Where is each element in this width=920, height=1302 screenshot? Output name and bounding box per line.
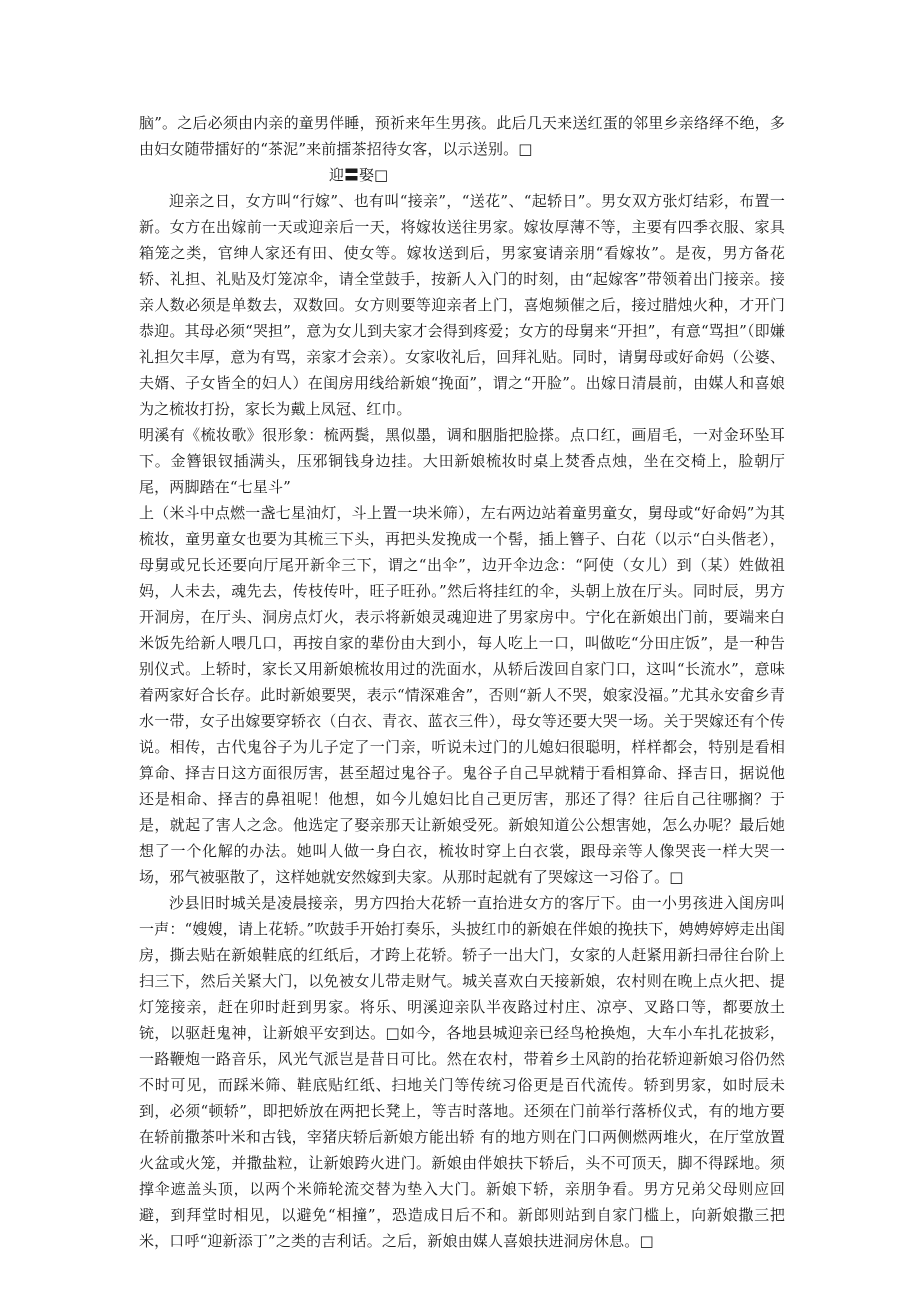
paragraph-5: 沙县旧时城关是凌晨接亲，男方四抬大花轿一直抬进女方的客厅下。由一小男孩进入闺房叫一声：“嫂嫂，请上花轿。”吹鼓手开始打奏乐，头披红巾的新娘在伴娘的挽扶下，娉娉婷婷走出闺房，撕去贴在新娘鞋底的红纸后，才跨上花轿。轿子一出大门，女家的人赶紧用新扫帚往台阶上扫三下，然后关紧大门，以免被女儿带走财气。城关喜欢白天接新娘，农村则在晚上点火把、提灯笼接亲，赶在卯时赶到男家。将乐、明溪迎亲队半夜路过村庄、凉亭、叉路口等，都要放土铳，以驱赶鬼神，让新娘平安到达。□如今，各地县城迎亲已经鸟枪换炮，大车小车扎花披彩，一路鞭炮一路音乐，风光气派岂是昔日可比。然在农村，带着乡土风韵的抬花轿迎新娘习俗仍然不时可见，而踩米筛、鞋底贴红纸、扫地关门等传统习俗更是百代流传。轿到男家，如时辰未到，必须“顿轿”，即把娇放在两把长凳上，等吉时落地。还须在门前举行落桥仪式，有的地方要在轿前撒茶叶米和古钱，宰猪庆轿后新娘方能出轿 有的地方则在门口两侧燃两堆火，在厅堂放置火盆或火笼，并撒盐粒，让新娘跨火进门。新娘由伴娘扶下轿后，头不可顶天，脚不得踩地。须撑伞遮盖头顶，以两个米筛轮流交替为垫入大门。新娘下轿，亲朋争看。男方兄弟父母则应回避，到拜堂时相见，以避免“相撞”，恐造成日后不和。新郎则站到自家门槛上，向新娘撒三把米，口呼“迎新添丁”之类的吉利话。之后，新娘由媒人喜娘扶进洞房休息。□ — [139, 894, 785, 1250]
paragraph-1: 脑”。之后必须由内亲的童男伴睡，预祈来年生男孩。此后几天来送红蛋的邻里乡亲络绎不绝，多由妇女随带擂好的“茶泥”来前擂茶招待女客，以示送别。□ — [139, 114, 785, 158]
paragraph-3: 明溪有《梳妆歌》很形象：梳两鬓，黑似墨，调和胭脂把脸搽。点口红，画眉毛，一对金环坠耳下。金簪银钗插满头，压邪铜钱身边挂。大田新娘梳妆时桌上焚香点烛，坐在交椅上，脸朝厅尾，两脚踏在“七星斗” — [139, 426, 785, 496]
section-heading: 迎〓娶□ — [329, 166, 389, 184]
paragraph-4: 上（米斗中点燃一盏七星油灯，斗上置一块米筛），左右两边站着童男童女，舅母或“好命妈”为其梳妆，童男童女也要为其梳三下头，再把头发挽成一个髻，插上簪子、白花（以示“白头偕老），母舅或兄长还要向厅尾开新伞三下，谓之“出伞”，边开伞边念：“阿使（女儿）到（某）姓做祖妈，人未去，魂先去，传枝传叶，旺子旺孙。”然后将挂红的伞，头朝上放在厅头。同时辰，男方开洞房，在厅头、洞房点灯火，表示将新娘灵魂迎进了男家房中。宁化在新娘出门前，要端来白米饭先给新人喂几口，再按自家的辈份由大到小，每人吃上一口，叫做吃“分田庄饭”，是一种告别仪式。上轿时，家长又用新娘梳妆用过的洗面水，从轿后泼回自家门口，这叫“长流水”，意味着两家好合长存。此时新娘要哭，表示“情深难舍”，否则“新人不哭，娘家没福。”尤其永安畲乡青水一带，女子出嫁要穿轿衣（白衣、青衣、蓝衣三件），母女等还要大哭一场。关于哭嫁还有个传说。相传，古代鬼谷子为儿子定了一门亲，听说未过门的儿媳妇很聪明，样样都会，特别是看相算命、择吉日这方面很厉害，甚至超过鬼谷子。鬼谷子自己早就精于看相算命、择吉日，据说他还是相命、择吉的鼻祖呢！他想，如今儿媳妇比自己更厉害，那还了得？往后自己往哪搁？于是，就起了害人之念。他选定了娶亲那天让新娘受死。新娘知道公公想害她，怎么办呢？最后她想了一个化解的办法。她叫人做一身白衣，梳妆时穿上白衣裳，跟母亲等人像哭丧一样大哭一场，邪气被驱散了，这样她就安然嫁到夫家。从那时起就有了哭嫁这一习俗了。□ — [139, 504, 785, 886]
paragraph-2: 迎亲之日，女方叫“行嫁”、也有叫“接亲”，“送花”、“起轿日”。男女双方张灯结彩，布置一新。女方在出嫁前一天或迎亲后一天，将嫁妆送往男家。嫁妆厚薄不等，主要有四季衣服、家具箱笼之类，官绅人家还有田、使女等。嫁妆送到后，男家宴请亲朋“看嫁妆”。是夜，男方备花轿、礼担、礼贴及灯笼凉伞，请全堂鼓手，按新人入门的时刻，由“起嫁客”带领着出门接亲。接亲人数必须是单数去，双数回。女方则要等迎亲者上门，喜炮频催之后，接过腊烛火种，才开门恭迎。其母必须“哭担”，意为女儿到夫家才会得到疼爱；女方的母舅来“开担”，有意“骂担”（即嫌礼担欠丰厚，意为有骂，亲家才会亲）。女家收礼后，回拜礼贴。同时，请舅母或好命妈（公婆、夫婿、子女皆全的妇人）在闺房用线给新娘“挽面”，谓之“开脸”。出嫁日清晨前，由媒人和喜娘为之梳妆打扮，家长为戴上凤冠、红巾。 — [139, 192, 785, 418]
